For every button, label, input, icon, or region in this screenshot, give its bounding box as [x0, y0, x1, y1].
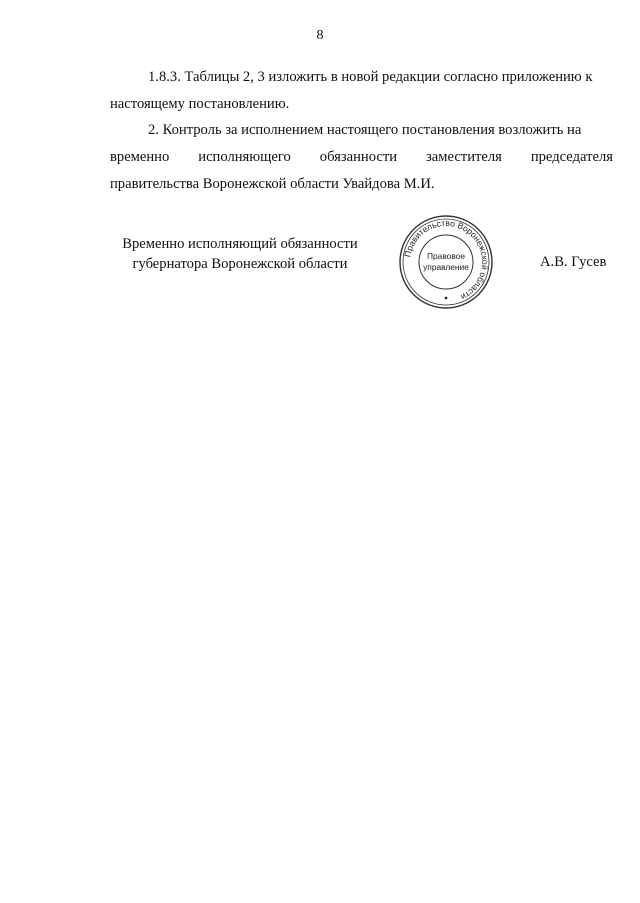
- paragraph-1: [110, 64, 613, 118]
- page-number: 8: [316, 28, 324, 43]
- seal-graphic: [398, 214, 494, 310]
- signer-title-line-1: Временно исполняющий обязанности: [122, 236, 358, 252]
- signer-title-line-2: губернатора Воронежской области: [132, 256, 348, 272]
- paragraph-1-line-2: настоящему постановлению.: [110, 96, 290, 112]
- paragraph-2-line-2: [110, 144, 613, 171]
- seal-center-line-2: управление: [423, 262, 469, 272]
- seal-dot: [445, 297, 448, 300]
- paragraph-2-line-1: 2. Контроль за исполнением настоящего постановления возложить на: [148, 122, 582, 138]
- paragraph-2-word: заместителя: [426, 149, 502, 165]
- paragraph-2-word: исполняющего: [198, 149, 291, 165]
- official-seal: [398, 214, 494, 310]
- paragraph-1-line-1: 1.8.3. Таблицы 2, 3 изложить в новой редакции согласно приложению к: [148, 69, 593, 85]
- signer-title: [110, 234, 370, 274]
- paragraph-2: [110, 117, 613, 198]
- paragraph-2-word: временно: [110, 149, 170, 165]
- signer-name: А.В. Гусев: [540, 254, 607, 270]
- paragraph-2-line-3: правительства Воронежской области Увайдова М.И.: [110, 176, 435, 192]
- paragraph-2-word: обязанности: [319, 149, 398, 165]
- paragraph-2-word: председателя: [530, 149, 613, 165]
- seal-center-line-1: Правовое: [426, 251, 466, 261]
- seal-ring-text: Правительство Воронежской области: [402, 217, 491, 303]
